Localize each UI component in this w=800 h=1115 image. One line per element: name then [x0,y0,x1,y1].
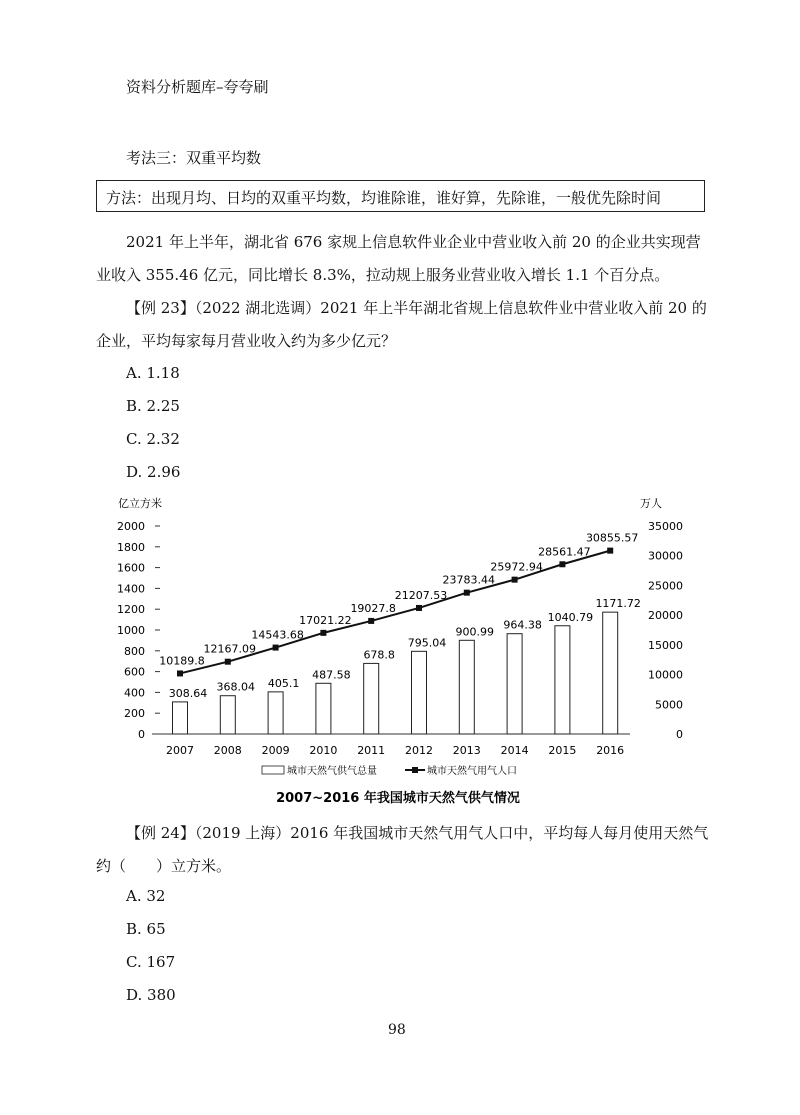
right-tick-label: 30000 [648,549,683,563]
bar-gas-supply [268,692,283,734]
left-tick-label: 2000 [117,520,145,533]
page-header: 资料分析题库–夸夸刷 [126,78,269,96]
x-tick-label: 2015 [548,744,577,757]
bar-value-label: 1171.72 [595,597,641,611]
right-tick-label: 15000 [648,638,683,652]
bar-value-label: 678.8 [363,648,395,662]
right-tick-label: 35000 [648,520,683,533]
chart-title: 2007~2016 年我国城市天然气供气情况 [276,791,520,806]
line-value-label: 30855.57 [585,531,639,545]
line-point [368,618,374,624]
question-24: 【例 24】（2019 上海）2016 年我国城市天然气用气人口中，平均每人每月使用天然气约（ ）立方米。 [96,824,709,875]
page-number: 98 [388,1022,406,1038]
left-tick-label: 200 [124,707,145,721]
line-value-label: 17021.22 [299,613,352,627]
question-23: 【例 23】（2022 湖北选调）2021 年上半年湖北省规上信息软件业中营业收入前 20 的企业，平均每家每月营业收入约为多少亿元？ [96,299,707,350]
q24-option-c: C. 167 [126,953,176,971]
line-point [559,561,565,567]
q23-option-a: A. 1.18 [126,364,180,382]
bar-gas-supply [555,626,570,734]
chart-legend [262,764,517,777]
bar-value-label: 1040.79 [547,610,594,624]
legend-bar-label: 城市天然气供气总量 [287,766,377,777]
q24-option-a: A. 32 [126,887,166,905]
q24-option-d: D. 380 [126,986,176,1004]
bar-gas-supply [220,696,235,734]
left-tick-label: 1000 [117,624,145,637]
legend-line-marker [412,767,418,773]
line-point [416,605,422,611]
right-tick-label: 0 [676,728,683,741]
right-axis-unit: 万人 [640,497,662,510]
method-box: 方法：出现月均、日均的双重平均数，均谁除谁，谁好算，先除谁，一般优先除时间 [96,180,705,212]
line-value-label: 19027.8 [350,601,396,615]
bar-gas-supply [173,702,188,734]
line-value-label: 25972.94 [490,560,543,574]
x-tick-label: 2011 [357,744,386,757]
bar-gas-supply [603,612,618,734]
bar-gas-supply [459,640,474,734]
gas-supply-chart [0,490,800,810]
bar-gas-supply [316,683,331,734]
right-tick-label: 10000 [648,668,683,682]
q23-option-b: B. 2.25 [126,397,180,415]
left-tick-label: 400 [124,686,145,700]
x-tick-label: 2014 [500,744,529,757]
bar-value-label: 964.38 [503,618,542,632]
line-value-label: 21207.53 [394,588,448,602]
x-tick-label: 2012 [405,744,433,757]
section-title: 考法三：双重平均数 [126,149,262,167]
bar-gas-supply [412,651,427,734]
bar-value-label: 308.64 [168,686,208,700]
bar-value-label: 487.58 [312,668,351,682]
left-tick-label: 1800 [117,540,145,554]
line-point [225,659,231,665]
line-value-label: 28561.47 [538,545,591,559]
left-tick-label: 1600 [117,561,145,575]
x-tick-label: 2007 [166,744,194,757]
line-value-label: 23783.44 [442,573,496,587]
left-tick-label: 0 [138,728,145,741]
line-point [273,645,279,651]
x-tick-label: 2008 [213,744,242,757]
legend-line-label: 城市天然气用气人口 [427,766,517,777]
left-tick-label: 1200 [117,603,145,617]
right-tick-label: 25000 [648,579,683,593]
q24-option-b: B. 65 [126,920,166,938]
line-point [607,548,613,554]
line-point [464,590,470,596]
x-tick-label: 2010 [309,744,338,757]
x-tick-label: 2016 [596,744,625,757]
x-tick-label: 2009 [261,744,290,757]
bar-value-label: 368.04 [216,680,256,694]
left-axis-unit: 亿立方米 [118,497,162,510]
line-point [320,630,326,636]
bar-value-label: 405.1 [267,676,300,690]
passage-paragraph: 2021 年上半年，湖北省 676 家规上信息软件业企业中营业收入前 20 的企业共实现营业收入 355.46 亿元，同比增长 8.3%，拉动规上服务业营业收入增长 1.1 个百分点。 [96,233,701,284]
bar-gas-supply [507,634,522,734]
line-point [512,577,518,583]
bar-value-label: 795.04 [407,636,447,650]
right-tick-label: 20000 [648,609,683,623]
line-value-label: 14543.68 [251,628,304,642]
q23-option-d: D. 2.96 [126,463,181,481]
legend-bar-swatch [262,766,284,774]
right-tick-label: 5000 [655,698,683,712]
line-value-label: 10189.8 [159,654,205,668]
x-tick-label: 2013 [452,744,481,757]
q23-option-c: C. 2.32 [126,430,180,448]
line-point [177,670,183,676]
line-value-label: 12167.09 [203,642,257,656]
bar-value-label: 900.99 [455,625,495,639]
left-tick-label: 1400 [117,582,145,596]
bar-gas-supply [364,663,379,734]
left-tick-label: 800 [124,644,145,658]
left-tick-label: 600 [124,665,145,679]
